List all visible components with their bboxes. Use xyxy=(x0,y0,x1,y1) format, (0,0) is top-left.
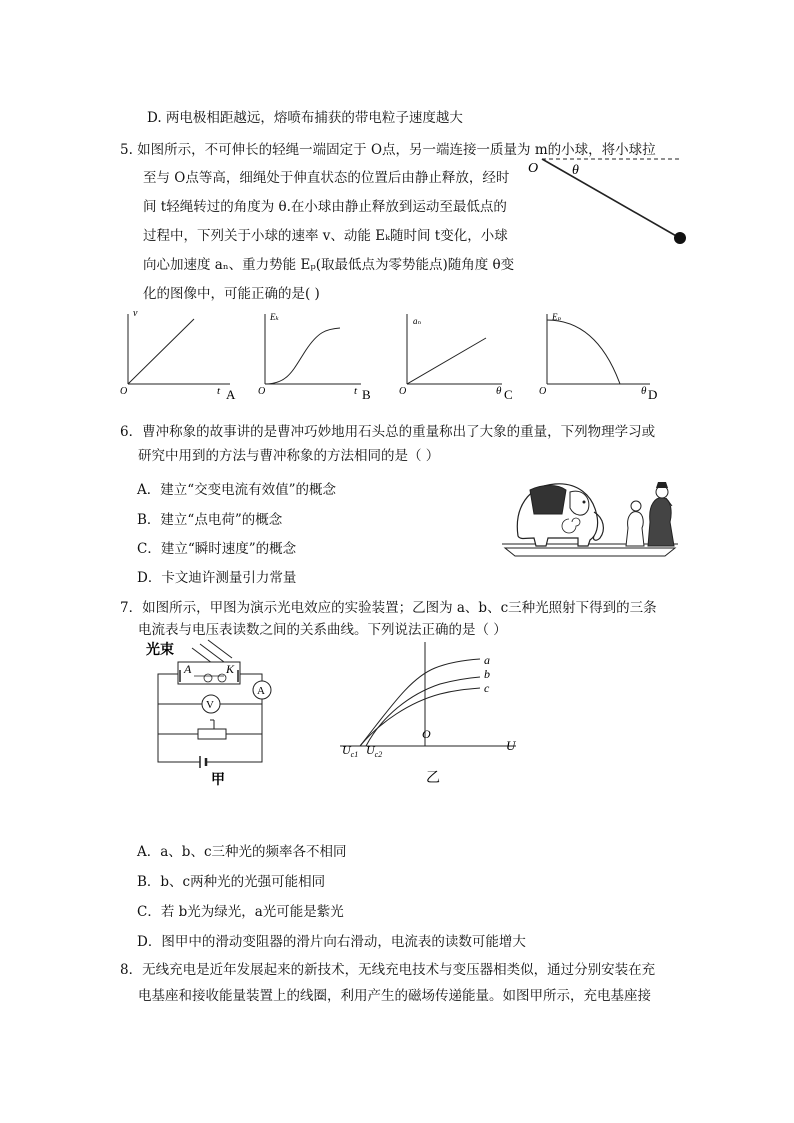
graph-a xyxy=(118,310,243,400)
graph-origin: O xyxy=(422,727,431,741)
graph-d-xlabel: θ xyxy=(641,385,647,397)
curve-c xyxy=(360,688,480,746)
graph-b-ylabel: Eₖ xyxy=(270,312,279,322)
voltmeter-label: V xyxy=(206,699,214,711)
rheostat xyxy=(198,729,226,739)
q6-line-1: 6．曹冲称象的故事讲的是曹冲巧妙地用石头总的重量称出了大象的重量，下列物理学习或 xyxy=(120,424,656,440)
q8-line-1: 8．无线充电是近年发展起来的新技术，无线充电技术与变压器相类似，通过分别安装在充 xyxy=(120,962,656,978)
pendulum-figure xyxy=(520,150,700,250)
graph-b-xlabel: t xyxy=(354,385,358,397)
elephant-illustration xyxy=(500,478,682,560)
q5-line-6: 化的图像中，可能正确的是( ) xyxy=(143,286,320,302)
graph-a-option: A xyxy=(226,387,236,402)
q7-option-a: A．a、b、c三种光的频率各不相同 xyxy=(137,844,347,860)
q6-option-c: C．建立“瞬时速度”的概念 xyxy=(137,541,297,557)
light-beam-label: 光束 xyxy=(146,642,174,658)
q5-line-2: 至与 O点等高，细绳处于伸直状态的位置后由静止释放，经时 xyxy=(143,170,510,186)
graph-c-xlabel: θ xyxy=(496,385,502,397)
ammeter-label: A xyxy=(257,685,265,697)
q7-line-1: 7．如图所示，甲图为演示光电效应的实验装置；乙图为 a、b、c三种光照射下得到的三条 xyxy=(120,600,657,616)
graph-d-curve xyxy=(547,320,620,384)
curve-a-label: a xyxy=(484,653,490,667)
cathode-label: K xyxy=(226,662,235,676)
graph-b xyxy=(258,310,383,400)
uc1-label: $U_{c1}$ xyxy=(342,743,359,759)
graph-a-line xyxy=(128,319,194,384)
graph-c-ylabel: aₙ xyxy=(413,316,422,326)
graph-d-ylabel: Eₚ xyxy=(552,312,562,322)
graph-d-option: D xyxy=(648,387,658,402)
curve-b-label: b xyxy=(484,667,490,681)
iu-graph xyxy=(330,638,530,788)
graph-c xyxy=(398,310,523,400)
graph-d-origin: O xyxy=(539,386,547,397)
curve-a xyxy=(360,659,480,746)
graph-c-option: C xyxy=(504,387,513,402)
q6-option-a: A．建立“交变电流有效值”的概念 xyxy=(137,482,337,498)
graph-b-option: B xyxy=(362,387,371,402)
curve-c-label: c xyxy=(484,681,490,695)
graph-a-ylabel: v xyxy=(133,308,138,319)
uc2-label: $U_{c2}$ xyxy=(366,743,383,759)
q5-line-1: 5. 如图所示，不可伸长的轻绳一端固定于 O点，另一端连接一质量为 m的小球，将小球拉 xyxy=(120,142,656,158)
graph-b-origin: O xyxy=(258,386,266,397)
graph-xlabel: U xyxy=(506,738,516,753)
ball xyxy=(674,232,686,244)
q7-line-2: 电流表与电压表读数之间的关系曲线。下列说法正确的是（ ） xyxy=(138,622,507,638)
q5-line-3: 间 t轻绳转过的角度为 θ.在小球由静止释放到运动至最低点的 xyxy=(143,199,507,215)
q4-option-d: D. 两电极相距越远，熔喷布捕获的带电粒子速度越大 xyxy=(147,110,463,126)
graph-a-xlabel: t xyxy=(217,385,221,397)
graph-c-origin: O xyxy=(399,386,407,397)
pivot-label: O xyxy=(528,161,539,176)
q8-line-2: 电基座和接收能量装置上的线圈，利用产生的磁场传递能量。如图甲所示，充电基座接 xyxy=(138,988,651,1004)
q6-line-2: 研究中用到的方法与曹冲称象的方法相同的是（ ） xyxy=(138,448,440,464)
q5-line-4: 过程中，下列关于小球的速率 v、动能 Eₖ随时间 t变化，小球 xyxy=(143,228,508,244)
q7-option-c: C．若 b光为绿光，a光可能是紫光 xyxy=(137,904,344,920)
q6-option-d: D．卡文迪许测量引力常量 xyxy=(137,570,297,586)
angle-label: θ xyxy=(572,163,579,178)
graph-d xyxy=(538,310,663,400)
graph-caption: 乙 xyxy=(426,770,440,786)
graph-c-line xyxy=(407,338,486,384)
q7-option-d: D．图甲中的滑动变阻器的滑片向右滑动，电流表的读数可能增大 xyxy=(137,934,526,950)
q7-option-b: B．b、c两种光的光强可能相同 xyxy=(137,874,326,890)
anode-label: A xyxy=(184,662,192,676)
photoelectric-circuit xyxy=(140,638,290,788)
graph-a-origin: O xyxy=(120,386,128,397)
circuit-caption: 甲 xyxy=(211,772,225,788)
graph-b-curve xyxy=(265,328,340,384)
q6-option-b: B．建立“点电荷”的概念 xyxy=(137,512,283,528)
q5-line-5: 向心加速度 aₙ、重力势能 Eₚ(取最低点为零势能点)随角度 θ变 xyxy=(143,257,515,273)
